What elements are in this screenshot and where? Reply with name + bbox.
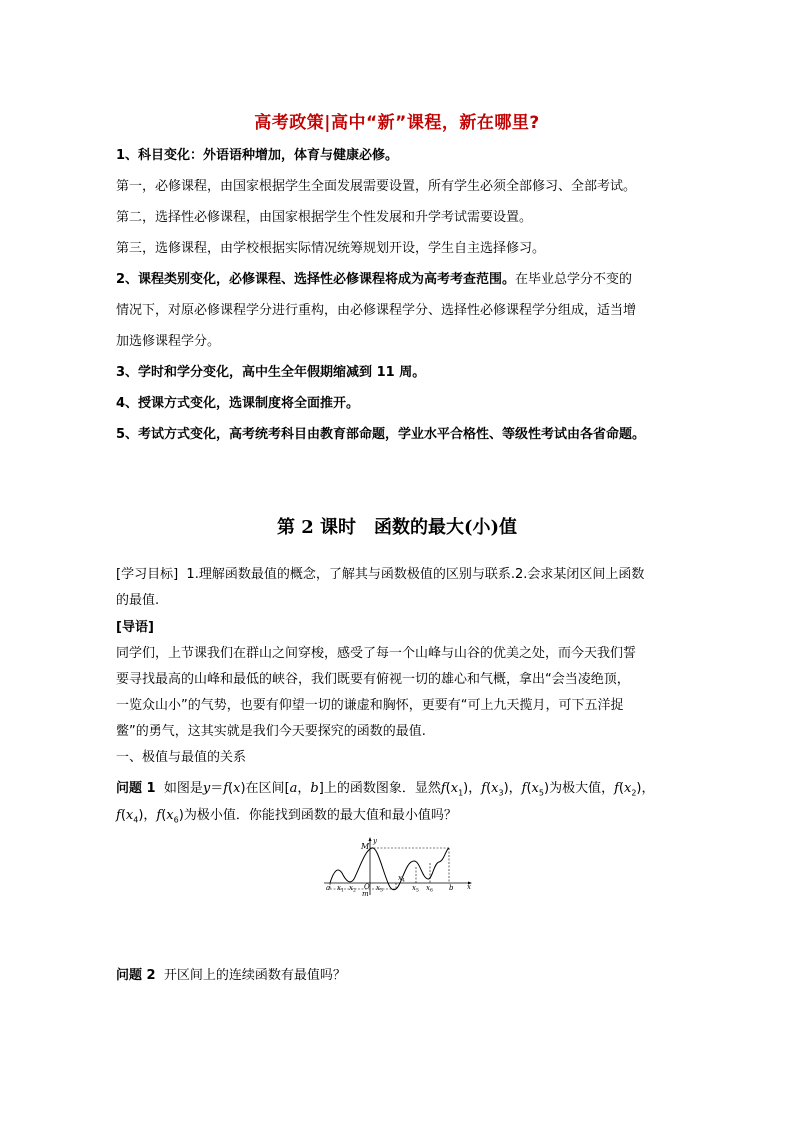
policy-item-2-line-3: 加选修课程学分。 — [116, 334, 221, 349]
question-1-line-2: $f(x_4)$，$f(x_6)$为极小值．你能找到函数的最大值和最小值吗？ — [116, 808, 457, 825]
label-x5: $x_5$ — [412, 884, 419, 894]
intro-line-2: 要寻找最高的山峰和最低的峡谷，我们既要有俯视一切的雄心和气概，拿出“会当凌绝顶， — [116, 672, 630, 687]
label-b: b — [449, 884, 454, 892]
lesson-title — [0, 513, 794, 539]
q1-text-d: 为极大值， — [549, 781, 615, 796]
section-heading-1: 一、极值与最值的关系 — [116, 750, 247, 765]
label-m: m — [362, 890, 369, 897]
policy-title: 高考政策|高中“新”课程，新在哪里? — [254, 113, 540, 133]
policy-item-4: 4、授课方式变化，选课制度将全面推开。 — [116, 396, 360, 411]
label-x6: $x_6$ — [426, 884, 433, 894]
intro-line-4: 鳖”的勇气，这其实就是我们今天要探究的函数的最值. — [116, 724, 426, 739]
learning-goal-line-1 — [116, 565, 682, 585]
label-x1: $x_1$ — [337, 884, 344, 894]
policy-paragraph-3: 第三，选修课程，由学校根据实际情况统筹规划开设，学生自主选择修习。 — [116, 241, 546, 256]
policy-item-2-bold: 2、课程类别变化，必修课程、选择性必修课程将成为高考考查范围。 — [116, 272, 516, 287]
question-2 — [116, 966, 682, 986]
q1-text-e: 为极小值．你能找到函数的最大值和最小值吗？ — [183, 808, 457, 823]
question-2-label: 问题 2 — [116, 968, 156, 983]
lesson-name: 函数的最大(小)值 — [374, 517, 518, 538]
label-O: O — [364, 883, 370, 891]
policy-paragraph-2: 第二，选择性必修课程，由国家根据学生个性发展和升学考试需要设置。 — [116, 210, 533, 225]
q1-text-a: 如图是 — [163, 781, 203, 796]
learning-goal-line-2: 的最值. — [116, 593, 160, 608]
label-x4: $x_4$ — [398, 874, 405, 884]
question-2-text: 开区间上的连续函数有最值吗？ — [163, 968, 346, 983]
policy-item-3: 3、学时和学分变化，高中生全年假期缩减到 11 周。 — [116, 365, 426, 380]
y-axis-arrow — [369, 837, 372, 841]
function-graph-figure — [318, 837, 474, 897]
policy-item-1: 1、科目变化：外语语种增加，体育与健康必修。 — [116, 148, 399, 163]
intro-line-3: 一览众山小”的气势，也要有仰望一切的谦虚和胸怀，更要有“可上九天揽月，可下五洋捉 — [116, 698, 624, 713]
learning-goal-label: [学习目标] — [116, 567, 179, 582]
lesson-number: 第 2 课时 — [276, 517, 356, 538]
function-curve — [330, 848, 449, 890]
question-1-line-1: 问题 1 如图是y＝f(x)在区间[a，b]上的函数图象．显然$f(x_1)$，$f(x_3)$，$f(x_5)$为极大值，$f(x_2)$， — [116, 781, 655, 798]
question-1-label: 问题 1 — [116, 781, 156, 796]
q1-text-c: 上的函数图象．显然 — [323, 781, 441, 796]
policy-item-2-line-2: 情况下，对原必修课程学分进行重构，由必修课程学分、选择性必修课程学分组成，适当增 — [116, 303, 637, 318]
label-a: a — [326, 884, 331, 892]
policy-item-5: 5、考试方式变化，高考统考科目由教育部命题，学业水平合格性、等级性考试由各省命题。 — [116, 427, 646, 442]
label-y: y — [373, 837, 377, 845]
label-x2: $x_2$ — [349, 884, 356, 894]
intro-line-1: 同学们，上节课我们在群山之间穿梭，感受了每一个山峰与山谷的优美之处，而今天我们誓 — [116, 646, 637, 661]
q1-text-b: 在区间 — [245, 781, 285, 796]
label-x: x — [467, 883, 471, 891]
learning-goal-text: 1.理解函数最值的概念，了解其与函数极值的区别与联系.2.会求某闭区间上函数 — [186, 567, 645, 582]
label-x3: $x_3$ — [376, 884, 383, 894]
policy-paragraph-1: 第一，必修课程，由国家根据学生全面发展需要设置，所有学生必须全部修习、全部考试。 — [116, 179, 637, 194]
label-M: M — [361, 842, 370, 851]
policy-item-2-rest: 在毕业总学分不变的 — [515, 272, 633, 287]
intro-label: [导语] — [116, 620, 154, 635]
policy-item-2-line-1 — [116, 270, 682, 290]
